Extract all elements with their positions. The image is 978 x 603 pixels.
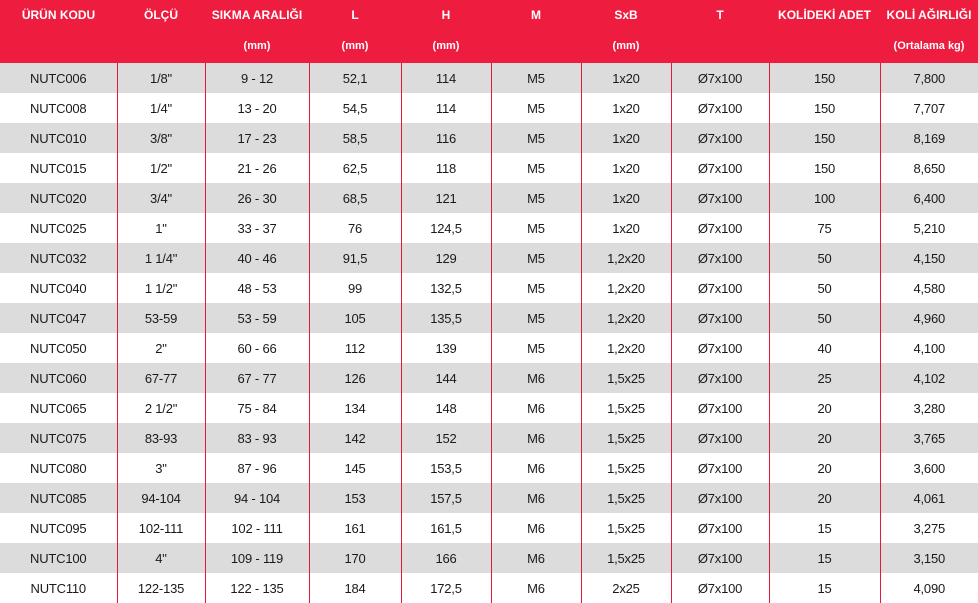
- cell-t: Ø7x100: [671, 63, 769, 93]
- header-sxb: SxB: [581, 0, 671, 33]
- cell-l: 105: [309, 303, 401, 333]
- cell-box-weight: 4,150: [880, 243, 978, 273]
- cell-sxb: 1x20: [581, 153, 671, 183]
- unit-h: (mm): [401, 33, 491, 63]
- cell-sxb: 1,5x25: [581, 423, 671, 453]
- cell-product-code: NUTC010: [0, 123, 117, 153]
- cell-product-code: NUTC032: [0, 243, 117, 273]
- cell-box-qty: 50: [769, 243, 880, 273]
- cell-box-qty: 40: [769, 333, 880, 363]
- cell-size: 53-59: [117, 303, 205, 333]
- cell-t: Ø7x100: [671, 303, 769, 333]
- cell-t: Ø7x100: [671, 423, 769, 453]
- cell-box-qty: 25: [769, 363, 880, 393]
- cell-box-qty: 50: [769, 303, 880, 333]
- unit-box-weight: (Ortalama kg): [880, 33, 978, 63]
- cell-sxb: 1,5x25: [581, 363, 671, 393]
- cell-m: M6: [491, 453, 581, 483]
- cell-t: Ø7x100: [671, 243, 769, 273]
- cell-product-code: NUTC015: [0, 153, 117, 183]
- table-row: [0, 123, 978, 153]
- cell-product-code: NUTC100: [0, 543, 117, 573]
- cell-m: M6: [491, 423, 581, 453]
- cell-product-code: NUTC075: [0, 423, 117, 453]
- cell-h: 114: [401, 93, 491, 123]
- table-row: [0, 63, 978, 93]
- cell-l: 54,5: [309, 93, 401, 123]
- cell-sxb: 1x20: [581, 63, 671, 93]
- cell-l: 68,5: [309, 183, 401, 213]
- cell-box-qty: 20: [769, 453, 880, 483]
- cell-product-code: NUTC008: [0, 93, 117, 123]
- header-h: H: [401, 0, 491, 33]
- cell-clamp-range: 21 - 26: [205, 153, 309, 183]
- table-row: [0, 333, 978, 363]
- cell-box-weight: 8,650: [880, 153, 978, 183]
- cell-l: 112: [309, 333, 401, 363]
- cell-h: 114: [401, 63, 491, 93]
- cell-h: 139: [401, 333, 491, 363]
- table-row: [0, 93, 978, 123]
- cell-box-weight: 7,707: [880, 93, 978, 123]
- cell-box-qty: 75: [769, 213, 880, 243]
- cell-size: 1/4": [117, 93, 205, 123]
- cell-sxb: 1x20: [581, 93, 671, 123]
- cell-sxb: 1,2x20: [581, 243, 671, 273]
- cell-clamp-range: 94 - 104: [205, 483, 309, 513]
- cell-h: 153,5: [401, 453, 491, 483]
- cell-clamp-range: 83 - 93: [205, 423, 309, 453]
- cell-box-weight: 3,765: [880, 423, 978, 453]
- cell-clamp-range: 60 - 66: [205, 333, 309, 363]
- header-box-weight: KOLİ AĞIRLIĞI: [880, 0, 978, 33]
- cell-size: 83-93: [117, 423, 205, 453]
- cell-sxb: 2x25: [581, 573, 671, 603]
- cell-m: M5: [491, 213, 581, 243]
- header-row-labels: [0, 0, 978, 33]
- cell-m: M5: [491, 243, 581, 273]
- cell-clamp-range: 87 - 96: [205, 453, 309, 483]
- unit-t: [671, 33, 769, 63]
- table-row: [0, 513, 978, 543]
- cell-l: 126: [309, 363, 401, 393]
- table-body: [0, 63, 978, 603]
- table-row: [0, 303, 978, 333]
- cell-sxb: 1,5x25: [581, 513, 671, 543]
- cell-l: 99: [309, 273, 401, 303]
- cell-box-weight: 4,102: [880, 363, 978, 393]
- cell-product-code: NUTC095: [0, 513, 117, 543]
- cell-box-weight: 4,090: [880, 573, 978, 603]
- cell-t: Ø7x100: [671, 363, 769, 393]
- cell-box-qty: 150: [769, 63, 880, 93]
- cell-product-code: NUTC047: [0, 303, 117, 333]
- unit-m: [491, 33, 581, 63]
- cell-box-weight: 7,800: [880, 63, 978, 93]
- cell-product-code: NUTC050: [0, 333, 117, 363]
- cell-h: 152: [401, 423, 491, 453]
- cell-m: M6: [491, 363, 581, 393]
- cell-l: 145: [309, 453, 401, 483]
- cell-box-qty: 15: [769, 543, 880, 573]
- cell-t: Ø7x100: [671, 153, 769, 183]
- table-row: [0, 273, 978, 303]
- cell-size: 2 1/2": [117, 393, 205, 423]
- cell-h: 121: [401, 183, 491, 213]
- cell-h: 161,5: [401, 513, 491, 543]
- cell-size: 1/2": [117, 153, 205, 183]
- cell-box-weight: 6,400: [880, 183, 978, 213]
- cell-t: Ø7x100: [671, 573, 769, 603]
- cell-box-qty: 20: [769, 483, 880, 513]
- table-header: [0, 0, 978, 63]
- cell-t: Ø7x100: [671, 453, 769, 483]
- table-row: [0, 483, 978, 513]
- cell-box-qty: 20: [769, 423, 880, 453]
- cell-sxb: 1x20: [581, 213, 671, 243]
- cell-l: 161: [309, 513, 401, 543]
- cell-clamp-range: 40 - 46: [205, 243, 309, 273]
- table-row: [0, 573, 978, 603]
- cell-l: 134: [309, 393, 401, 423]
- table-row: [0, 393, 978, 423]
- unit-box-qty: [769, 33, 880, 63]
- cell-h: 166: [401, 543, 491, 573]
- cell-m: M6: [491, 393, 581, 423]
- cell-size: 102-111: [117, 513, 205, 543]
- cell-product-code: NUTC065: [0, 393, 117, 423]
- cell-t: Ø7x100: [671, 393, 769, 423]
- cell-t: Ø7x100: [671, 123, 769, 153]
- cell-sxb: 1,2x20: [581, 333, 671, 363]
- cell-box-weight: 3,600: [880, 453, 978, 483]
- cell-m: M5: [491, 123, 581, 153]
- cell-sxb: 1x20: [581, 183, 671, 213]
- cell-t: Ø7x100: [671, 333, 769, 363]
- cell-box-weight: 4,100: [880, 333, 978, 363]
- cell-l: 52,1: [309, 63, 401, 93]
- cell-clamp-range: 122 - 135: [205, 573, 309, 603]
- unit-product-code: [0, 33, 117, 63]
- cell-box-qty: 15: [769, 513, 880, 543]
- cell-clamp-range: 48 - 53: [205, 273, 309, 303]
- cell-box-weight: 4,580: [880, 273, 978, 303]
- cell-sxb: 1,5x25: [581, 393, 671, 423]
- cell-box-weight: 4,061: [880, 483, 978, 513]
- cell-box-qty: 150: [769, 153, 880, 183]
- cell-clamp-range: 33 - 37: [205, 213, 309, 243]
- cell-product-code: NUTC006: [0, 63, 117, 93]
- cell-m: M5: [491, 93, 581, 123]
- cell-sxb: 1,5x25: [581, 453, 671, 483]
- cell-box-weight: 3,150: [880, 543, 978, 573]
- cell-m: M6: [491, 483, 581, 513]
- cell-h: 132,5: [401, 273, 491, 303]
- table-row: [0, 423, 978, 453]
- unit-l: (mm): [309, 33, 401, 63]
- cell-size: 2": [117, 333, 205, 363]
- table-row: [0, 183, 978, 213]
- cell-m: M5: [491, 273, 581, 303]
- cell-sxb: 1,5x25: [581, 543, 671, 573]
- cell-box-qty: 150: [769, 123, 880, 153]
- table-row: [0, 213, 978, 243]
- cell-clamp-range: 26 - 30: [205, 183, 309, 213]
- cell-product-code: NUTC085: [0, 483, 117, 513]
- cell-box-weight: 3,275: [880, 513, 978, 543]
- table-row: [0, 363, 978, 393]
- cell-size: 3/8": [117, 123, 205, 153]
- cell-clamp-range: 17 - 23: [205, 123, 309, 153]
- cell-h: 135,5: [401, 303, 491, 333]
- cell-h: 157,5: [401, 483, 491, 513]
- cell-size: 1": [117, 213, 205, 243]
- header-m: M: [491, 0, 581, 33]
- cell-clamp-range: 109 - 119: [205, 543, 309, 573]
- cell-box-qty: 15: [769, 573, 880, 603]
- cell-clamp-range: 13 - 20: [205, 93, 309, 123]
- cell-l: 58,5: [309, 123, 401, 153]
- cell-size: 3": [117, 453, 205, 483]
- cell-size: 1 1/4": [117, 243, 205, 273]
- cell-clamp-range: 9 - 12: [205, 63, 309, 93]
- cell-box-qty: 50: [769, 273, 880, 303]
- unit-size: [117, 33, 205, 63]
- cell-h: 172,5: [401, 573, 491, 603]
- cell-product-code: NUTC060: [0, 363, 117, 393]
- cell-product-code: NUTC020: [0, 183, 117, 213]
- cell-size: 94-104: [117, 483, 205, 513]
- cell-product-code: NUTC080: [0, 453, 117, 483]
- cell-box-weight: 3,280: [880, 393, 978, 423]
- cell-clamp-range: 75 - 84: [205, 393, 309, 423]
- cell-l: 142: [309, 423, 401, 453]
- cell-l: 91,5: [309, 243, 401, 273]
- cell-m: M5: [491, 183, 581, 213]
- table-row: [0, 453, 978, 483]
- cell-h: 129: [401, 243, 491, 273]
- table-row: [0, 543, 978, 573]
- cell-t: Ø7x100: [671, 513, 769, 543]
- unit-sxb: (mm): [581, 33, 671, 63]
- cell-box-qty: 20: [769, 393, 880, 423]
- cell-l: 170: [309, 543, 401, 573]
- cell-t: Ø7x100: [671, 213, 769, 243]
- cell-h: 118: [401, 153, 491, 183]
- cell-h: 148: [401, 393, 491, 423]
- cell-m: M5: [491, 303, 581, 333]
- cell-m: M6: [491, 513, 581, 543]
- cell-product-code: NUTC025: [0, 213, 117, 243]
- cell-m: M5: [491, 333, 581, 363]
- table-row: [0, 153, 978, 183]
- cell-t: Ø7x100: [671, 273, 769, 303]
- header-row-units: [0, 33, 978, 63]
- table-row: [0, 243, 978, 273]
- cell-box-weight: 8,169: [880, 123, 978, 153]
- cell-size: 122-135: [117, 573, 205, 603]
- header-l: L: [309, 0, 401, 33]
- cell-sxb: 1,2x20: [581, 303, 671, 333]
- cell-box-qty: 150: [769, 93, 880, 123]
- header-t: T: [671, 0, 769, 33]
- cell-size: 1 1/2": [117, 273, 205, 303]
- cell-size: 3/4": [117, 183, 205, 213]
- cell-clamp-range: 67 - 77: [205, 363, 309, 393]
- cell-sxb: 1,5x25: [581, 483, 671, 513]
- cell-t: Ø7x100: [671, 183, 769, 213]
- cell-l: 153: [309, 483, 401, 513]
- unit-clamp-range: (mm): [205, 33, 309, 63]
- cell-m: M6: [491, 573, 581, 603]
- cell-h: 116: [401, 123, 491, 153]
- cell-l: 184: [309, 573, 401, 603]
- cell-h: 124,5: [401, 213, 491, 243]
- header-box-qty: KOLİDEKİ ADET: [769, 0, 880, 33]
- cell-m: M6: [491, 543, 581, 573]
- header-product-code: ÜRÜN KODU: [0, 0, 117, 33]
- cell-t: Ø7x100: [671, 543, 769, 573]
- cell-box-qty: 100: [769, 183, 880, 213]
- cell-t: Ø7x100: [671, 93, 769, 123]
- cell-box-weight: 5,210: [880, 213, 978, 243]
- cell-t: Ø7x100: [671, 483, 769, 513]
- cell-size: 4": [117, 543, 205, 573]
- cell-sxb: 1x20: [581, 123, 671, 153]
- cell-l: 62,5: [309, 153, 401, 183]
- header-size: ÖLÇÜ: [117, 0, 205, 33]
- cell-product-code: NUTC040: [0, 273, 117, 303]
- cell-product-code: NUTC110: [0, 573, 117, 603]
- cell-clamp-range: 102 - 111: [205, 513, 309, 543]
- cell-h: 144: [401, 363, 491, 393]
- cell-m: M5: [491, 153, 581, 183]
- cell-sxb: 1,2x20: [581, 273, 671, 303]
- header-clamp-range: SIKMA ARALIĞI: [205, 0, 309, 33]
- cell-m: M5: [491, 63, 581, 93]
- cell-box-weight: 4,960: [880, 303, 978, 333]
- cell-clamp-range: 53 - 59: [205, 303, 309, 333]
- cell-l: 76: [309, 213, 401, 243]
- cell-size: 67-77: [117, 363, 205, 393]
- cell-size: 1/8": [117, 63, 205, 93]
